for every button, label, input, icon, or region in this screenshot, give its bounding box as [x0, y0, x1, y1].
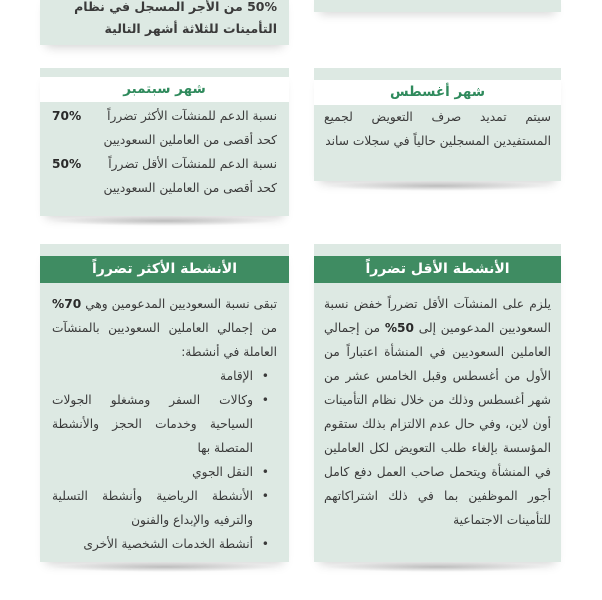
august-title: شهر أغسطس — [314, 80, 561, 105]
august-text: سيتم تمديد صرف التعويض لجميع المستفيدين المسجلين حالياً في سجلات ساند — [324, 110, 551, 148]
activities-list — [52, 364, 277, 556]
september-row2-text: نسبة الدعم للمنشآت الأقل تضرراً — [108, 157, 277, 171]
least-affected-text — [324, 292, 551, 532]
september-row2-sub: كحد أقصى من العاملين السعوديين — [103, 181, 277, 195]
september-row1-sub: كحد أقصى من العاملين السعوديين — [103, 133, 277, 147]
card-shadow — [324, 562, 551, 572]
least-affected-pct: 50% — [384, 321, 415, 335]
least-affected-text1: يلزم على المنشآت الأقل تضرراً خفض نسبة السعوديين المدعومين إلى — [324, 297, 551, 335]
least-affected-title: الأنشطة الأقل تضرراً — [314, 256, 561, 283]
september-row1-text: نسبة الدعم للمنشآت الأكثر تضرراً — [107, 109, 277, 123]
most-affected-pct: 70% — [52, 297, 82, 311]
september-row1 — [52, 104, 277, 128]
least-affected-card — [314, 244, 561, 562]
top-card-line1: 50% من الأجر المسجل في نظام — [74, 0, 277, 14]
activity-item: • الإقامة — [52, 364, 263, 388]
card-shadow — [324, 181, 551, 191]
activity-item: • النقل الجوي — [52, 460, 263, 484]
most-affected-intro2: من إجمالي العاملين السعوديين بالمنشآت العاملة في أنشطة: — [52, 321, 277, 359]
most-affected-card — [40, 244, 289, 562]
least-affected-text2: من إجمالي العاملين السعوديين في المنشأة اعتباراً من الأول من أغسطس وقبل الخامس عشر من شهر أغسطس وذلك من خلال نظام التأمينات أون لاين، وفي حال عدم الالتزام بذلك ستقوم المؤسسة بإلغاء طلب التعويض لكل العاملين في المنشأة ويتحمل صاحب العمل دفع كامل أجور الموظفين بما في ذلك اشتراكاتهم للتأمينات الاجتماعية — [324, 321, 551, 527]
september-row2 — [52, 152, 277, 176]
activity-item: • الأنشطة الرياضية وأنشطة التسلية والترفيه والإبداع والفنون — [52, 484, 263, 532]
activity-item: • وكالات السفر ومشغلو الجولات السياحية وخدمات الحجز والأنشطة المتصلة بها — [52, 388, 263, 460]
top-right-card — [314, 0, 561, 12]
card-shadow — [50, 216, 279, 226]
top-card-line2: التأمينات للثلاثة أشهر التالية — [104, 21, 277, 36]
most-affected-intro — [52, 292, 277, 364]
top-benefit-card — [40, 0, 289, 45]
september-title: شهر سبتمبر — [40, 77, 289, 102]
activity-item: • أنشطة الخدمات الشخصية الأخرى — [52, 532, 263, 556]
september-row2-pct: 50% — [52, 157, 82, 171]
card-shadow — [50, 562, 279, 572]
most-affected-title: الأنشطة الأكثر تضرراً — [40, 256, 289, 283]
most-affected-intro1: تبقى نسبة السعوديين المدعومين وهي — [85, 297, 278, 311]
september-row1-pct: 70% — [52, 109, 82, 123]
